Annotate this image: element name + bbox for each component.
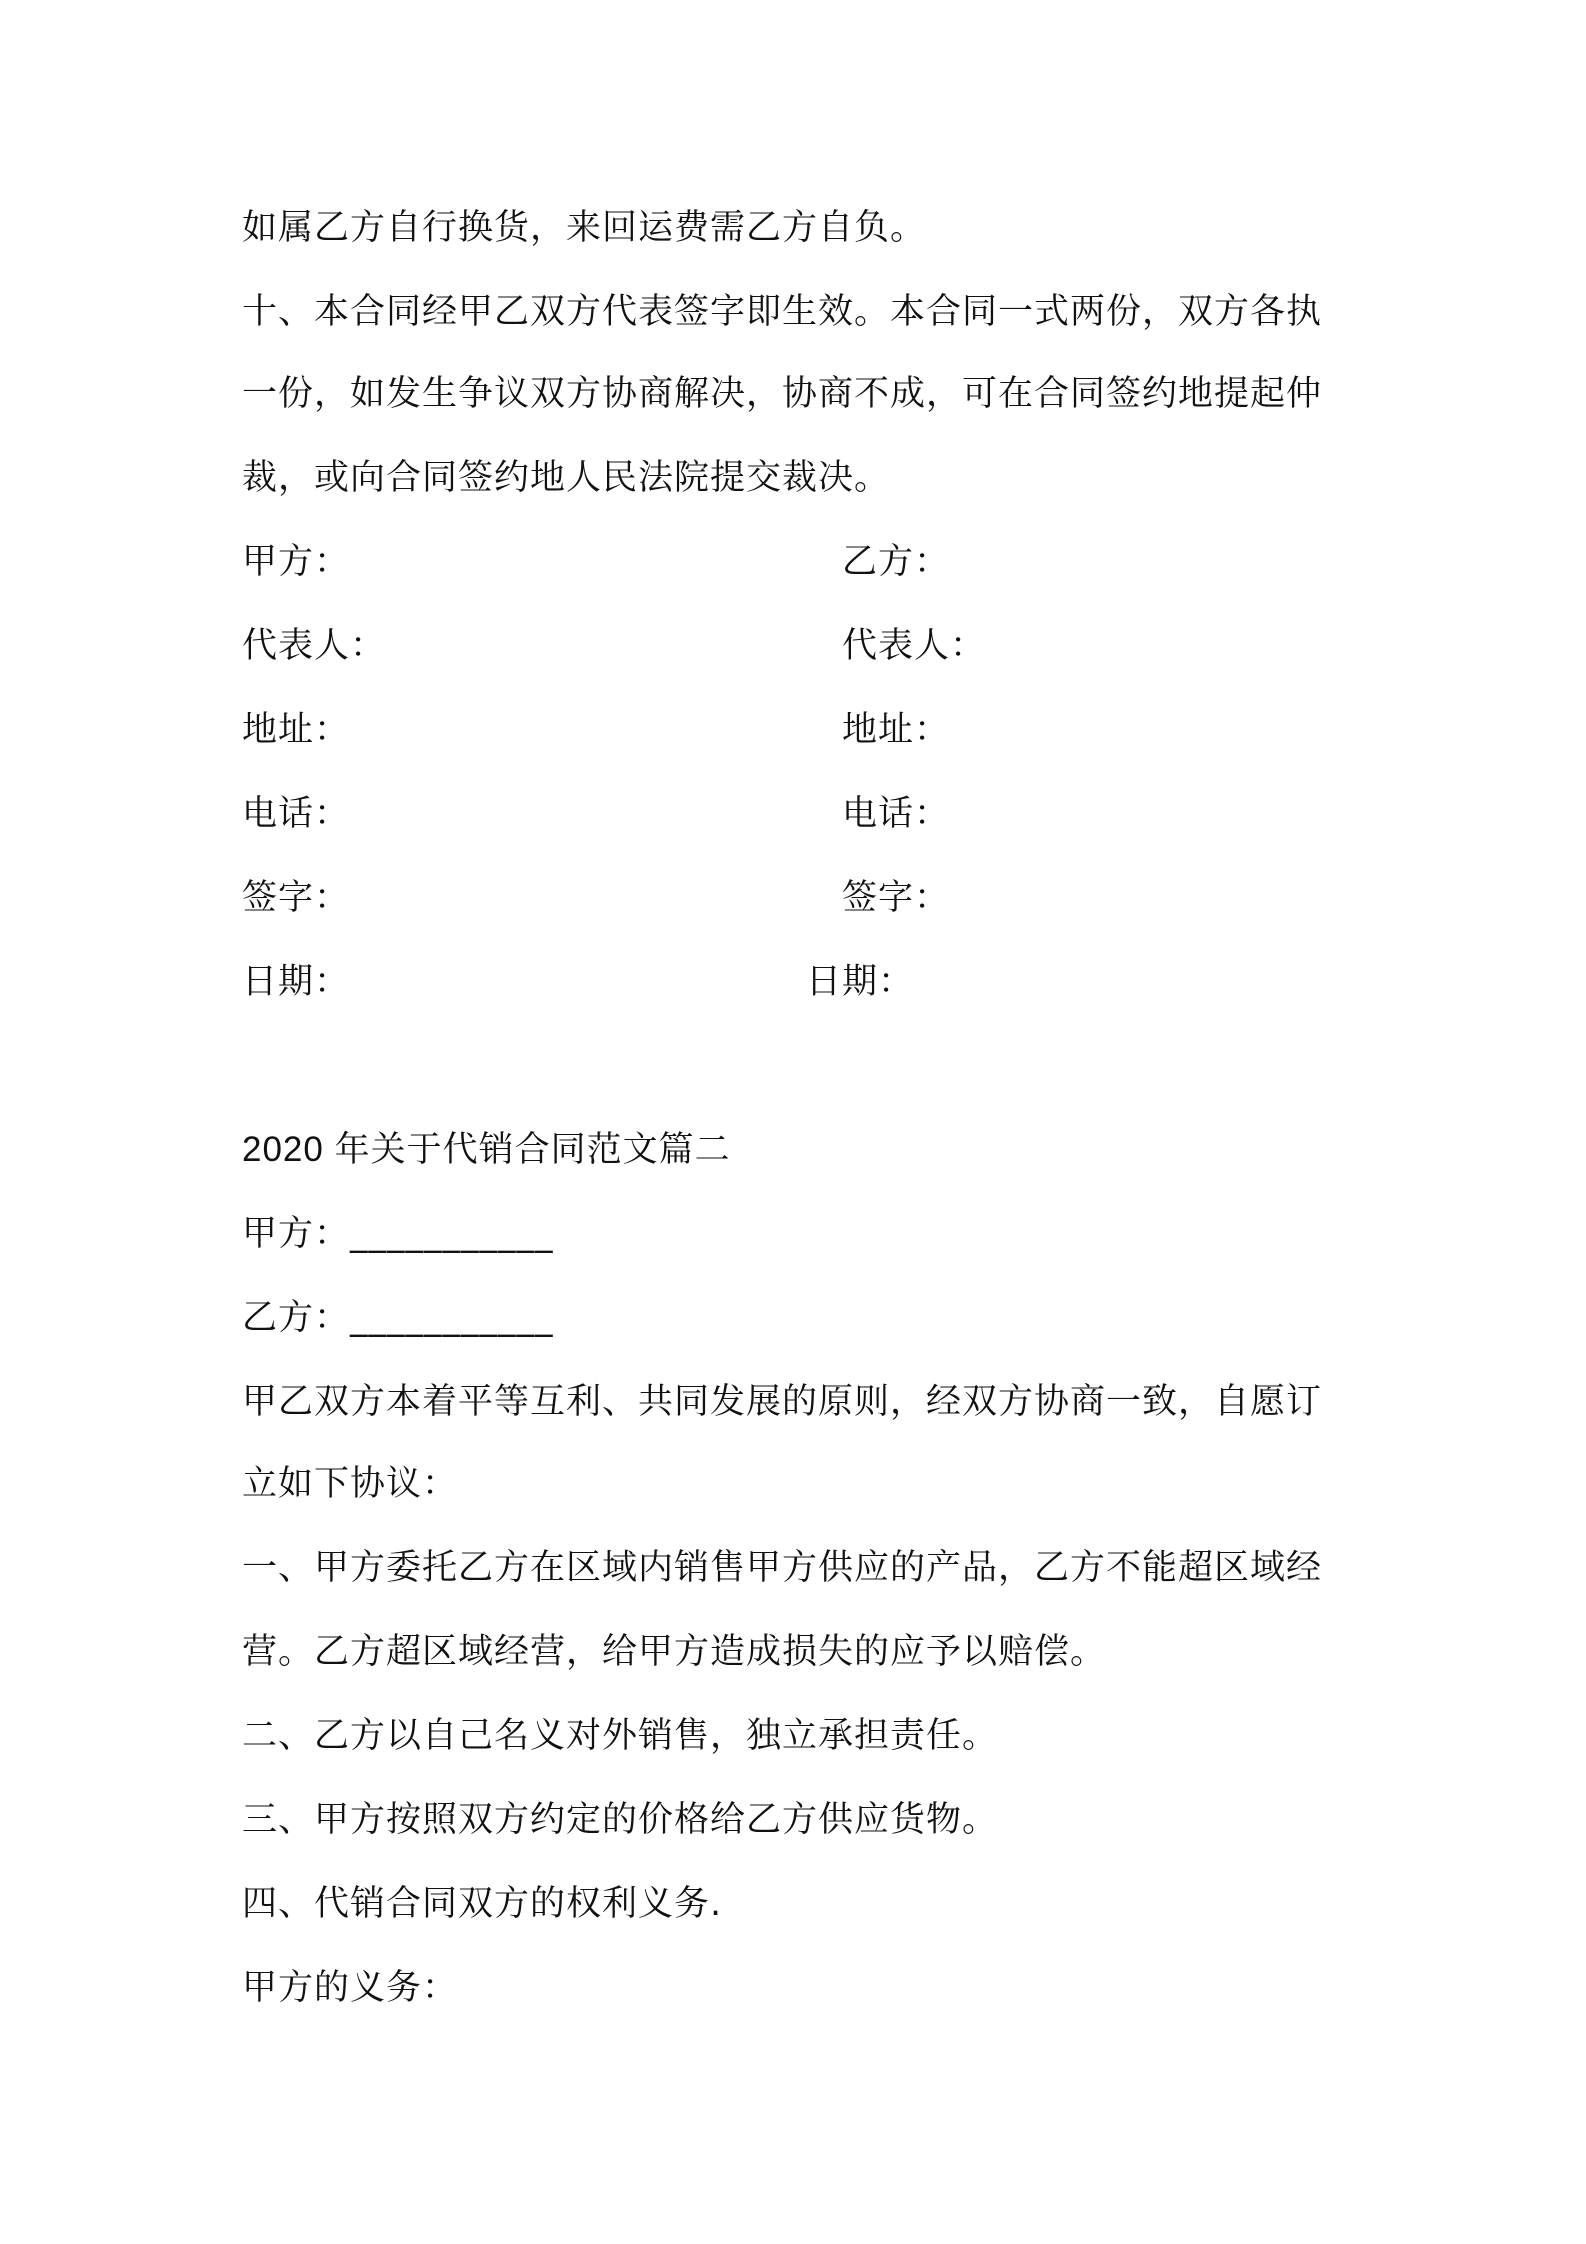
party-b-line: 乙方：___________ bbox=[242, 1298, 554, 1338]
paragraph-line: 甲乙双方本着平等互利、共同发展的原则，经双方协商一致，自愿订 bbox=[242, 1382, 1323, 1422]
party-b-signature-label: 签字： bbox=[842, 878, 951, 918]
paragraph-line: 一、甲方委托乙方在区域内销售甲方供应的产品，乙方不能超区域经 bbox=[242, 1548, 1323, 1588]
party-a-date-label: 日期： bbox=[242, 962, 351, 1002]
party-b-label: 乙方： bbox=[842, 542, 951, 582]
party-a-address-label: 地址： bbox=[242, 710, 351, 750]
paragraph-line: 二、乙方以自己名义对外销售，独立承担责任。 bbox=[242, 1716, 999, 1756]
paragraph-line: 立如下协议： bbox=[242, 1464, 459, 1504]
paragraph-line: 四、代销合同双方的权利义务. bbox=[242, 1884, 723, 1924]
party-b-address-label: 地址： bbox=[842, 710, 951, 750]
party-a-label: 甲方： bbox=[242, 542, 351, 582]
party-a-phone-label: 电话： bbox=[242, 794, 351, 834]
party-b-representative-label: 代表人： bbox=[842, 626, 987, 666]
party-a-signature-label: 签字： bbox=[242, 878, 351, 918]
party-b-date-label: 日期： bbox=[806, 962, 915, 1002]
paragraph-line: 如属乙方自行换货，来回运费需乙方自负。 bbox=[242, 208, 927, 248]
paragraph-line: 裁，或向合同签约地人民法院提交裁决。 bbox=[242, 458, 891, 498]
section-title: 2020 年关于代销合同范文篇二 bbox=[242, 1130, 731, 1169]
paragraph-line: 甲方的义务： bbox=[242, 1968, 459, 2008]
party-a-line: 甲方：___________ bbox=[242, 1214, 554, 1254]
paragraph-line: 一份，如发生争议双方协商解决，协商不成，可在合同签约地提起仲 bbox=[242, 374, 1323, 414]
party-b-phone-label: 电话： bbox=[842, 794, 951, 834]
party-a-representative-label: 代表人： bbox=[242, 626, 387, 666]
paragraph-line: 三、甲方按照双方约定的价格给乙方供应货物。 bbox=[242, 1800, 999, 1840]
paragraph-line: 十、本合同经甲乙双方代表签字即生效。本合同一式两份，双方各执 bbox=[242, 292, 1323, 332]
paragraph-line: 营。乙方超区域经营，给甲方造成损失的应予以赔偿。 bbox=[242, 1632, 1107, 1672]
